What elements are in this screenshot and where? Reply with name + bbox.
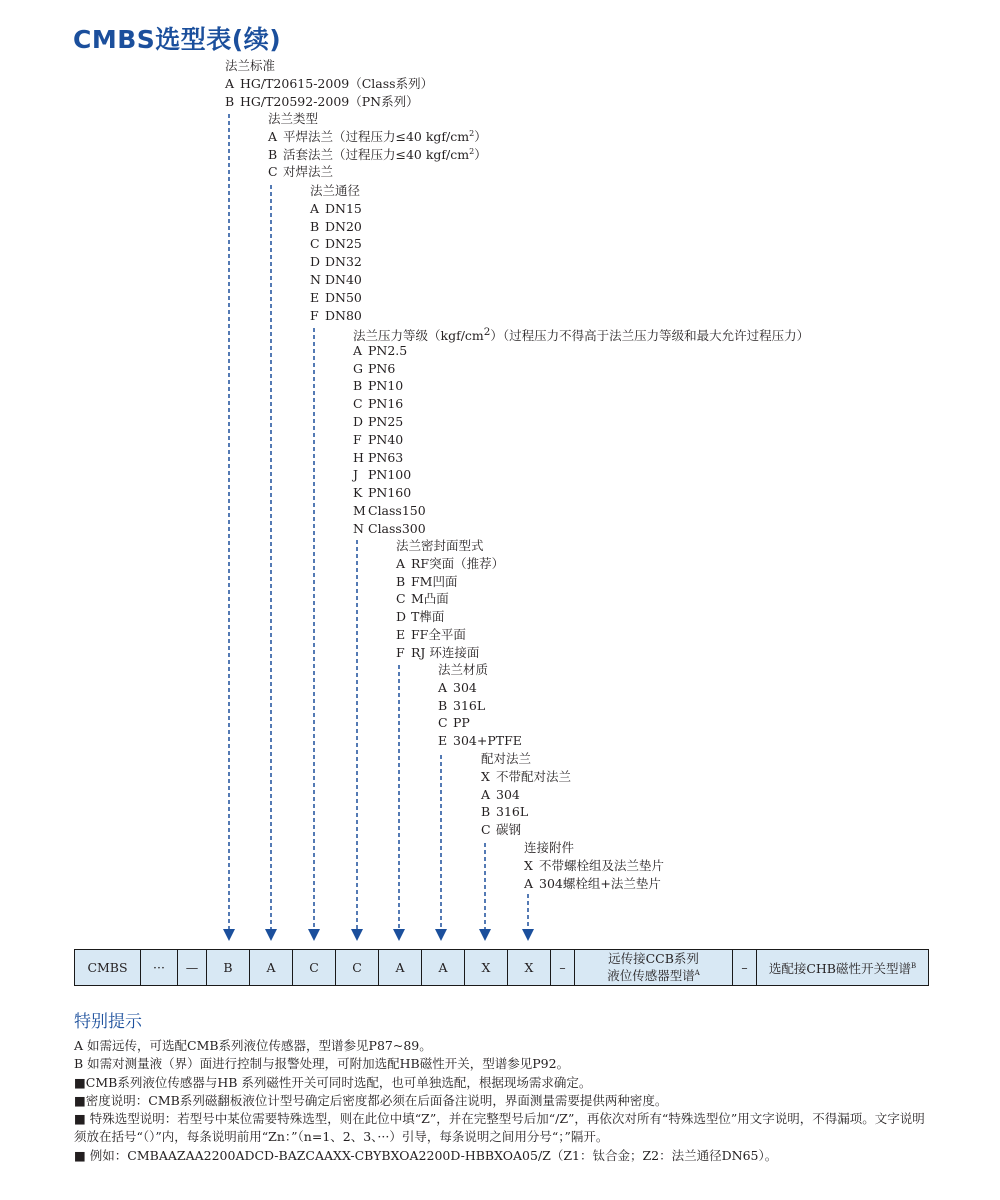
option-value: 304 bbox=[496, 786, 520, 802]
note-item: ■密度说明：CMB系列磁翻板液位计型号确定后密度都必须在后面备注说明，界面测量需要提供两种密度。 bbox=[74, 1092, 668, 1108]
group-heading: 连接附件 bbox=[524, 840, 575, 855]
note-item: ■CMB系列液位传感器与HB 系列磁性开关可同时选配，也可单独选配，根据现场需求确定。 bbox=[74, 1074, 592, 1090]
option-value: PN6 bbox=[368, 360, 396, 376]
option-code: E bbox=[438, 733, 448, 749]
option-code: C bbox=[310, 236, 320, 252]
option-value: 不带配对法兰 bbox=[496, 768, 572, 784]
option-code: A bbox=[438, 679, 448, 695]
notes-title: 特别提示 bbox=[74, 1012, 142, 1032]
option-code: A bbox=[396, 555, 406, 571]
option-code: C bbox=[396, 591, 406, 607]
option-code: C bbox=[481, 822, 491, 838]
option-value: DN40 bbox=[325, 271, 362, 287]
option-value: 304+PTFE bbox=[453, 733, 522, 749]
code-cell-sealing-face: A bbox=[379, 950, 422, 985]
page-title: CMBS选型表(续) bbox=[73, 25, 282, 54]
option-value: FF全平面 bbox=[411, 626, 466, 642]
code-cell-ellipsis: ··· bbox=[141, 950, 178, 985]
option-code: B bbox=[396, 573, 406, 589]
code-cell-mating-flange: X bbox=[465, 950, 508, 985]
group-heading: 配对法兰 bbox=[481, 751, 532, 766]
note-item: ■ 特殊选型说明：若型号中某位需要特殊选型，则在此位中填“Z”，并在完整型号后加“/Z”，再依次对所有“特殊选型位”用文字说明，不得漏项。文字说明须放在括号“（）”内，每条说明前用“Zn：”（n=1、2、3、···）引导，每条说明之间用分号“；”隔开。 bbox=[74, 1111, 925, 1145]
option-value: 316L bbox=[453, 697, 486, 713]
option-code: G bbox=[353, 360, 363, 376]
option-value: DN50 bbox=[325, 289, 362, 305]
option-code: N bbox=[353, 520, 364, 536]
notes-list bbox=[74, 1037, 932, 1165]
option-code: K bbox=[353, 485, 363, 501]
option-code: B bbox=[438, 697, 448, 713]
option-code: B bbox=[481, 804, 491, 820]
option-value: DN32 bbox=[325, 254, 362, 270]
option-value: T榫面 bbox=[411, 609, 445, 625]
option-value: DN20 bbox=[325, 218, 362, 234]
code-cell-flange-material: A bbox=[422, 950, 465, 985]
code-cell-flange-type: A bbox=[250, 950, 293, 985]
option-value: PP bbox=[453, 715, 470, 731]
option-value: 304 bbox=[453, 679, 477, 695]
option-code: A bbox=[310, 200, 320, 216]
code-cell-prefix: CMBS bbox=[75, 950, 141, 985]
code-cell-dash: – bbox=[551, 950, 575, 985]
group-heading: 法兰材质 bbox=[438, 662, 489, 677]
option-code: D bbox=[396, 609, 407, 625]
code-cell-flange-diameter: C bbox=[293, 950, 336, 985]
option-code: A bbox=[225, 75, 235, 91]
option-code: E bbox=[310, 289, 320, 305]
code-cell-connection-accessory: X bbox=[508, 950, 551, 985]
option-value: 304螺栓组+法兰垫片 bbox=[539, 875, 661, 891]
option-code: A bbox=[268, 128, 278, 144]
option-value: HG/T20615-2009（Class系列） bbox=[240, 75, 434, 91]
option-code: B bbox=[353, 378, 363, 394]
option-value: PN100 bbox=[368, 467, 412, 483]
option-value: PN10 bbox=[368, 378, 404, 394]
option-value: RF突面（推荐） bbox=[411, 555, 505, 571]
option-value: PN160 bbox=[368, 485, 412, 501]
option-code: C bbox=[353, 396, 363, 412]
note-item: ■ 例如：CMBAAZAA2200ADCD-BAZCAAXX-CBYBXOA2200D-HBBXOA05/Z（Z1：钛合金；Z2：法兰通径DN65）。 bbox=[74, 1147, 778, 1163]
group-heading: 法兰压力等级$(kgf/cm^2)$（过程压力不得高于法兰压力等级和最大允许过程压力） bbox=[353, 326, 810, 344]
ccb-line2: 液位传感器型谱 bbox=[607, 968, 695, 984]
option-code: A bbox=[353, 342, 363, 358]
option-value: M凸面 bbox=[411, 591, 449, 607]
option-value: PN16 bbox=[368, 396, 404, 412]
option-value: 碳钢 bbox=[496, 822, 522, 838]
group-heading: 法兰通径 bbox=[310, 183, 361, 198]
option-value: FM凹面 bbox=[411, 573, 458, 589]
code-cell-separator: — bbox=[178, 950, 207, 985]
option-code: B bbox=[268, 146, 278, 162]
code-cell-flange-standard: B bbox=[207, 950, 250, 985]
option-code: A bbox=[481, 786, 491, 802]
group-heading: 法兰标准 bbox=[225, 58, 276, 73]
note-item: A 如需远传，可选配CMB系列液位传感器，型谱参见P87~89。 bbox=[74, 1038, 432, 1053]
option-value: DN80 bbox=[325, 307, 362, 323]
code-cell-chb-switch: 选配接CHB磁性开关型谱$^B$ bbox=[768, 961, 917, 977]
option-code: D bbox=[353, 413, 364, 429]
option-code: F bbox=[396, 644, 405, 660]
option-code: C bbox=[268, 164, 278, 180]
option-value: PN63 bbox=[368, 449, 404, 465]
option-value: DN15 bbox=[325, 200, 362, 216]
option-code: X bbox=[524, 857, 533, 873]
option-code: A bbox=[524, 875, 534, 891]
option-value: 平焊法兰（过程压力≤40 kgf/$cm^2$） bbox=[283, 128, 487, 144]
option-code: M bbox=[353, 502, 366, 518]
option-value: HG/T20592-2009（PN系列） bbox=[240, 93, 419, 109]
note-item: B 如需对测量液（界）面进行控制与报警处理，可附加选配HB磁性开关，型谱参见P92。 bbox=[74, 1056, 570, 1072]
option-code: C bbox=[438, 715, 448, 731]
option-value: Class150 bbox=[368, 502, 426, 518]
option-value: 活套法兰（过程压力≤40 kgf/$cm^2$） bbox=[283, 146, 487, 162]
option-value: DN25 bbox=[325, 236, 362, 252]
code-cell-ccb-sensor: 远传接CCB系列 液位传感器型谱$^A$ bbox=[575, 950, 733, 985]
option-value: 不带螺栓组及法兰垫片 bbox=[539, 857, 665, 873]
option-value: 对焊法兰 bbox=[283, 164, 334, 180]
option-value: 316L bbox=[496, 804, 529, 820]
option-value: RJ 环连接面 bbox=[411, 644, 480, 660]
code-cell-dash-2: – bbox=[733, 950, 757, 985]
option-value: PN40 bbox=[368, 431, 404, 447]
ccb-line1: 远传接CCB系列 bbox=[608, 951, 699, 967]
option-code: J bbox=[353, 467, 359, 483]
option-code: F bbox=[310, 307, 319, 323]
option-code: E bbox=[396, 626, 406, 642]
option-code: B bbox=[310, 218, 320, 234]
model-code-bar bbox=[74, 949, 929, 986]
group-heading: 法兰密封面型式 bbox=[396, 538, 484, 553]
option-code: X bbox=[481, 768, 490, 784]
option-code: D bbox=[310, 254, 321, 270]
group-heading: 法兰类型 bbox=[268, 111, 319, 126]
option-value: PN25 bbox=[368, 413, 404, 429]
option-value: Class300 bbox=[368, 520, 426, 536]
option-value: PN2.5 bbox=[368, 342, 408, 358]
option-code: H bbox=[353, 449, 364, 465]
option-code: N bbox=[310, 271, 321, 287]
option-code: F bbox=[353, 431, 362, 447]
code-cell-pressure-rating: C bbox=[336, 950, 379, 985]
option-code: B bbox=[225, 93, 235, 109]
